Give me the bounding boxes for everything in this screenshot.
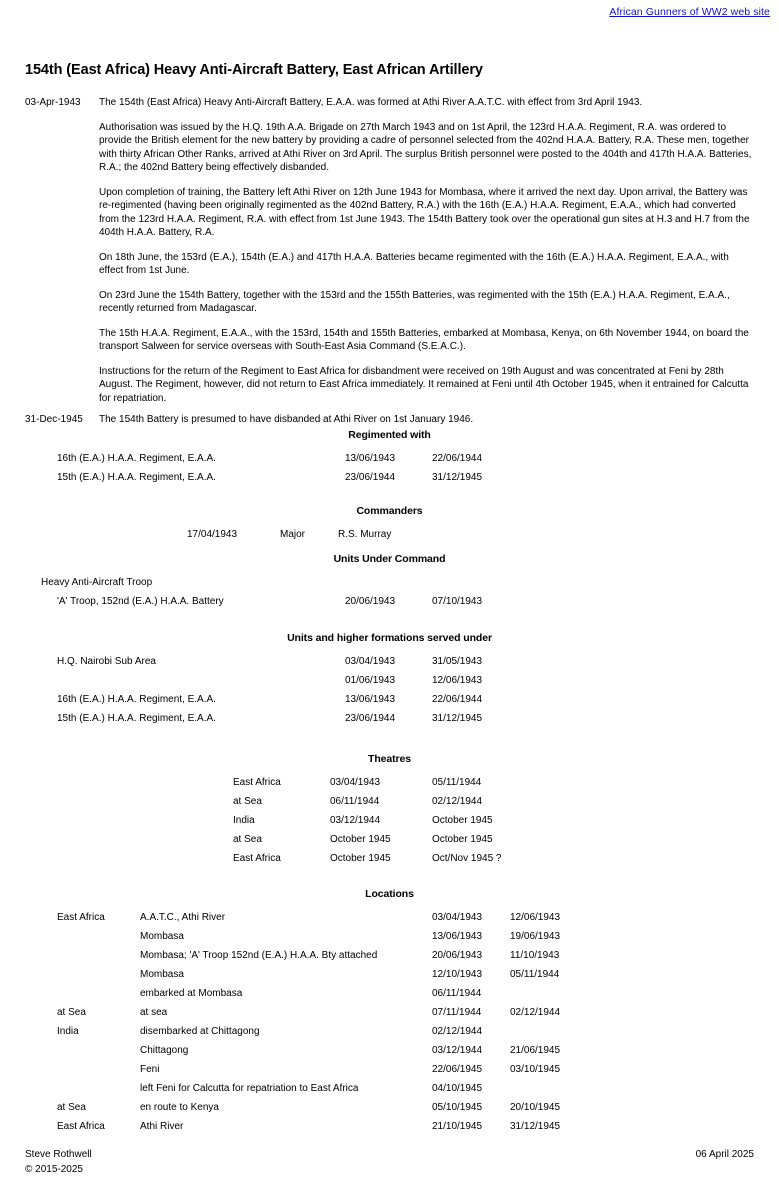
date-to: 31/12/1945 xyxy=(432,472,483,483)
date-from: 03/12/1944 xyxy=(330,815,381,826)
commander-name: R.S. Murray xyxy=(338,529,392,540)
location-theatre: East Africa xyxy=(57,1121,105,1132)
narrative-paragraph: Authorisation was issued by the H.Q. 19th A.A. Brigade on 27th March 1943 and on 1st April, the 123rd H.A.A. Regiment, R.A. was ordered to provide the British element for the new battery by providing a cadre of personnel selected from the 402nd H.A.A. Battery, R.A. These men, together with thirty African Other Ranks, arrived at Athi River on 3rd April. The surplus British personnel were posted to the 404th and 417th H.A.A. Batteries, R.A.; the 402nd Battery being effectively disbanded. xyxy=(99,121,752,173)
locations-rows xyxy=(0,911,779,1139)
narrative-paragraph: On 23rd June the 154th Battery, together with the 153rd and the 155th Batteries, was regimented with the 15th (E.A.) H.A.A. Regiment, E.A.A., recently returned from Madagascar. xyxy=(99,289,730,314)
unit-name: 15th (E.A.) H.A.A. Regiment, E.A.A. xyxy=(57,713,216,724)
date-from: October 1945 xyxy=(330,834,391,845)
commanders-section xyxy=(0,505,779,547)
narrative-entry-date: 31-Dec-1945 xyxy=(25,414,83,425)
date-from: 13/06/1943 xyxy=(345,694,396,705)
date-from: 04/10/1945 xyxy=(432,1083,483,1094)
table-row xyxy=(0,1063,779,1082)
locations-section xyxy=(0,888,779,1139)
date-to: 21/06/1945 xyxy=(510,1045,561,1056)
date-from: 13/06/1943 xyxy=(432,931,483,942)
narrative-paragraph: The 154th (East Africa) Heavy Anti-Aircraft Battery, E.A.A. was formed at Athi River A.A.T.C. with effect from 3rd April 1943. xyxy=(99,97,643,108)
location-place: Athi River xyxy=(140,1121,184,1132)
date-from: 13/06/1943 xyxy=(345,453,396,464)
date-from: 23/06/1944 xyxy=(345,713,396,724)
table-row xyxy=(0,1101,779,1120)
date-to: 12/06/1943 xyxy=(510,912,561,923)
location-place: left Feni for Calcutta for repatriation to East Africa xyxy=(140,1083,359,1094)
table-row xyxy=(0,795,779,814)
table-row xyxy=(0,1006,779,1025)
date-from: 06/11/1944 xyxy=(330,796,380,807)
regimented-with-heading: Regimented with xyxy=(348,429,431,441)
units-under-command-rows xyxy=(0,576,779,614)
date-to: 22/06/1944 xyxy=(432,694,483,705)
date-from: 22/06/1945 xyxy=(432,1064,483,1075)
theatre-name: East Africa xyxy=(233,777,281,788)
table-row xyxy=(0,776,779,795)
narrative-paragraph: Instructions for the return of the Regiment to East Africa for disbandment were received on 19th August and was concentrated at Feni by 28th August. The Regiment, however, did not return to East Africa immediately. It remained at Feni until 4th October 1945, when it entrained for Calcutta for repatriation. xyxy=(99,365,749,404)
unit-name: 16th (E.A.) H.A.A. Regiment, E.A.A. xyxy=(57,694,216,705)
theatres-heading: Theatres xyxy=(368,753,411,765)
date-to: October 1945 xyxy=(432,834,493,845)
date-from: 12/10/1943 xyxy=(432,969,483,980)
date-to: 12/06/1943 xyxy=(432,675,483,686)
narrative-paragraph: The 15th H.A.A. Regiment, E.A.A., with the 153rd, 154th and 155th Batteries, embarked at Mombasa, Kenya, on 6th November 1944, on board the transport Salween for service overseas with South-East Asia Command (S.E.A.C.). xyxy=(99,327,749,352)
narrative-section xyxy=(25,96,754,427)
date-to: 22/06/1944 xyxy=(432,453,483,464)
location-place: embarked at Mombasa xyxy=(140,988,243,999)
table-row xyxy=(0,987,779,1006)
unit-name: H.Q. Nairobi Sub Area xyxy=(57,656,156,667)
date-from: 20/06/1943 xyxy=(345,596,396,607)
narrative-paragraph: Upon completion of training, the Battery left Athi River on 12th June 1943 for Mombasa, where it arrived the next day. Upon arrival, the Battery was re-regimented (having been originally regimented as the 402nd Battery, R.A.) with the 16th (E.A.) H.A.A. Regiment, E.A.A., which had converted from the 123rd H.A.A. Regiment, R.A. with effect from 1st June 1943. The 154th Battery took over the operational gun sites at H.3 and H.7 from the 404th H.A.A. Battery, R.A. xyxy=(99,186,750,238)
date-from: 06/11/1944 xyxy=(432,988,482,999)
narrative-entry xyxy=(25,413,754,427)
theatres-rows xyxy=(0,776,779,871)
commander-rank: Major xyxy=(280,529,306,540)
location-theatre: at Sea xyxy=(57,1102,86,1113)
table-row xyxy=(0,1082,779,1101)
location-place: Mombasa xyxy=(140,969,184,980)
date-to: 31/05/1943 xyxy=(432,656,483,667)
location-place: at sea xyxy=(140,1007,168,1018)
date-from: 03/04/1943 xyxy=(432,912,483,923)
date-to: 19/06/1943 xyxy=(510,931,561,942)
date-from: 03/04/1943 xyxy=(345,656,396,667)
footer-copyright: © 2015-2025 xyxy=(25,1164,83,1175)
unit-name: 16th (E.A.) H.A.A. Regiment, E.A.A. xyxy=(57,453,216,464)
date-to: 31/12/1945 xyxy=(510,1121,561,1132)
table-row xyxy=(0,655,779,674)
narrative-paragraph: On 18th June, the 153rd (E.A.), 154th (E.A.) and 417th H.A.A. Batteries became regimented with the 16th (E.A.) H.A.A. Regiment, E.A.A., with effect from 1st June. xyxy=(99,251,729,276)
table-row xyxy=(0,1120,779,1139)
location-theatre: East Africa xyxy=(57,912,105,923)
location-place: Chittagong xyxy=(140,1045,189,1056)
date-to: Oct/Nov 1945 ? xyxy=(432,853,502,864)
table-row xyxy=(0,852,779,871)
date-to: 03/10/1945 xyxy=(510,1064,561,1075)
units-served-under-heading: Units and higher formations served under xyxy=(287,632,492,644)
theatre-name: India xyxy=(233,815,255,826)
footer-date: 06 April 2025 xyxy=(695,1149,754,1160)
table-row xyxy=(0,693,779,712)
theatre-name: at Sea xyxy=(233,796,262,807)
location-place: en route to Kenya xyxy=(140,1102,219,1113)
location-theatre: India xyxy=(57,1026,79,1037)
location-place: Feni xyxy=(140,1064,160,1075)
date-to: October 1945 xyxy=(432,815,493,826)
date-to: 02/12/1944 xyxy=(510,1007,561,1018)
theatres-section xyxy=(0,753,779,871)
table-row xyxy=(0,833,779,852)
table-row xyxy=(0,528,779,547)
table-row xyxy=(0,968,779,987)
table-row xyxy=(0,930,779,949)
date-from: October 1945 xyxy=(330,853,391,864)
table-row xyxy=(0,949,779,968)
location-place: disembarked at Chittagong xyxy=(140,1026,260,1037)
date-from: 03/12/1944 xyxy=(432,1045,483,1056)
unit-group-label-row xyxy=(0,576,779,595)
narrative-entry-body xyxy=(99,96,754,405)
date-to: 05/11/1944 xyxy=(510,969,560,980)
unit-name: 15th (E.A.) H.A.A. Regiment, E.A.A. xyxy=(57,472,216,483)
table-row xyxy=(0,911,779,930)
theatre-name: East Africa xyxy=(233,853,281,864)
date-from: 23/06/1944 xyxy=(345,472,396,483)
table-row xyxy=(0,712,779,731)
units-under-command-heading: Units Under Command xyxy=(333,553,446,565)
units-served-under-rows xyxy=(0,655,779,731)
date-to: 05/11/1944 xyxy=(432,777,482,788)
table-row xyxy=(0,595,779,614)
commanders-rows xyxy=(0,528,779,547)
table-row xyxy=(0,1025,779,1044)
table-row xyxy=(0,674,779,693)
date-to: 31/12/1945 xyxy=(432,713,483,724)
date-from: 20/06/1943 xyxy=(432,950,483,961)
location-place: Mombasa xyxy=(140,931,184,942)
date-from: 03/04/1943 xyxy=(330,777,381,788)
location-theatre: at Sea xyxy=(57,1007,86,1018)
locations-heading: Locations xyxy=(365,888,414,900)
table-row xyxy=(0,471,779,490)
page-title: 154th (East Africa) Heavy Anti-Aircraft Battery, East African Artillery xyxy=(25,62,483,78)
date-to: 11/10/1943 xyxy=(510,950,560,961)
unit-group-label: Heavy Anti-Aircraft Troop xyxy=(41,577,153,588)
commanders-heading: Commanders xyxy=(356,505,423,517)
narrative-entry-body xyxy=(99,413,754,427)
african-gunners-web-site-link[interactable]: African Gunners of WW2 web site xyxy=(609,6,770,18)
table-row xyxy=(0,814,779,833)
location-place: A.A.T.C., Athi River xyxy=(140,912,226,923)
narrative-entry xyxy=(25,96,754,405)
narrative-entry-date: 03-Apr-1943 xyxy=(25,97,81,108)
date-to: 20/10/1945 xyxy=(510,1102,561,1113)
unit-name: 'A' Troop, 152nd (E.A.) H.A.A. Battery xyxy=(57,596,224,607)
regimented-with-section xyxy=(0,429,779,490)
date-from: 07/11/1944 xyxy=(432,1007,482,1018)
date-to: 07/10/1943 xyxy=(432,596,483,607)
location-place: Mombasa; 'A' Troop 152nd (E.A.) H.A.A. Bty attached xyxy=(140,950,378,961)
date-from: 01/06/1943 xyxy=(345,675,396,686)
date-to: 02/12/1944 xyxy=(432,796,483,807)
top-link-bar xyxy=(609,2,770,20)
table-row xyxy=(0,1044,779,1063)
date-from: 21/10/1945 xyxy=(432,1121,483,1132)
units-under-command-section xyxy=(0,553,779,614)
theatre-name: at Sea xyxy=(233,834,262,845)
units-served-under-section xyxy=(0,632,779,731)
appointment-date: 17/04/1943 xyxy=(187,529,238,540)
footer-author: Steve Rothwell xyxy=(25,1149,92,1160)
date-from: 05/10/1945 xyxy=(432,1102,483,1113)
regimented-with-rows xyxy=(0,452,779,490)
table-row xyxy=(0,452,779,471)
narrative-paragraph: The 154th Battery is presumed to have disbanded at Athi River on 1st January 1946. xyxy=(99,414,474,425)
date-from: 02/12/1944 xyxy=(432,1026,483,1037)
